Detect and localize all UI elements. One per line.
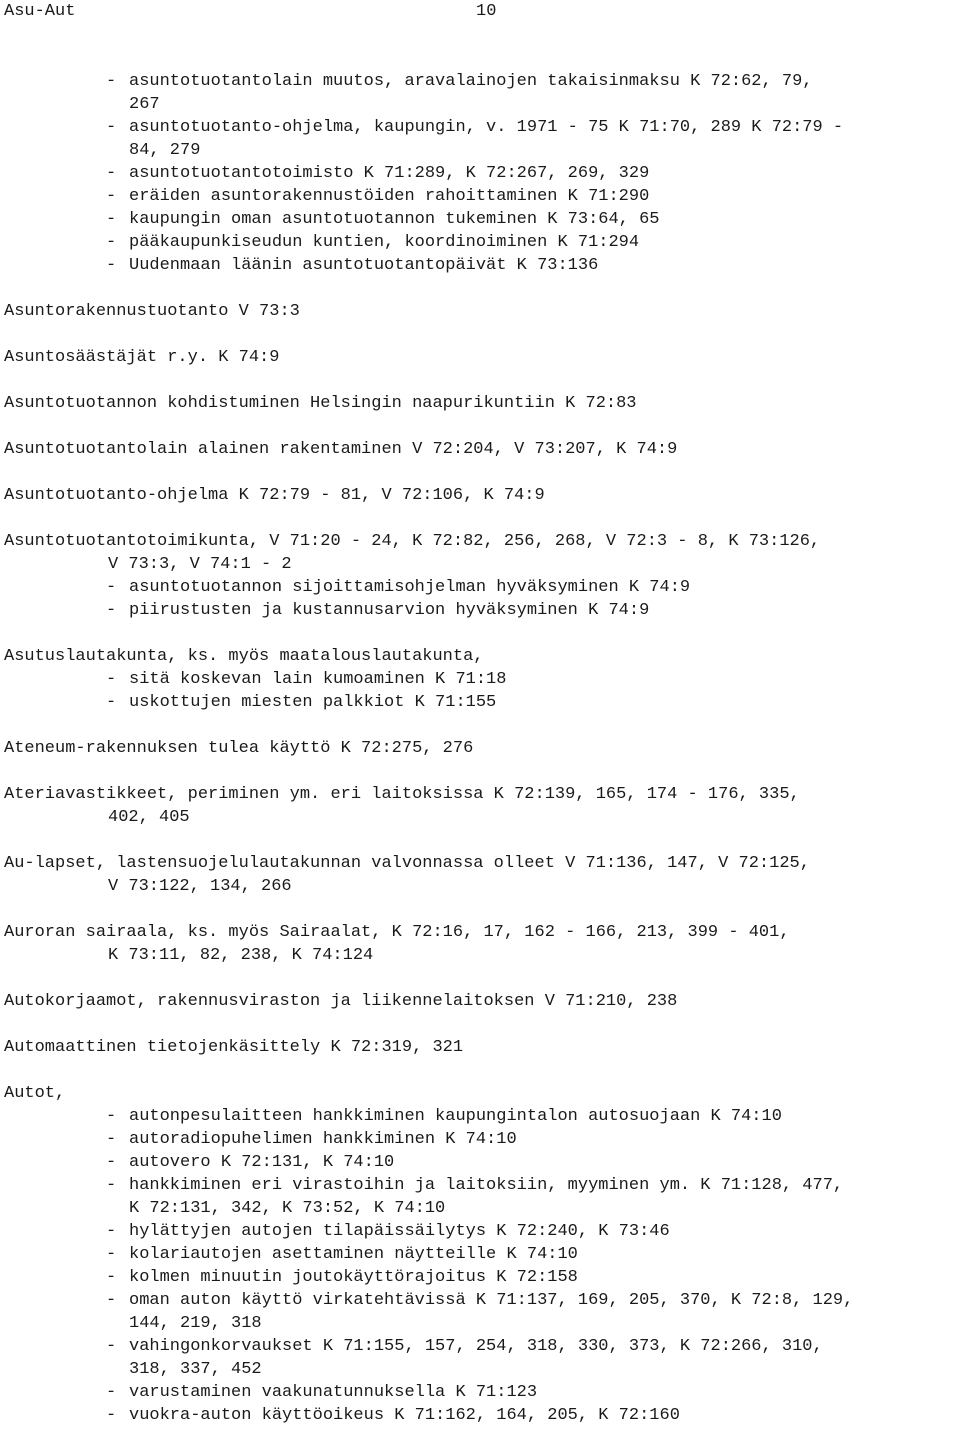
dash-marker: -	[106, 1383, 117, 1402]
dash-marker: -	[106, 1268, 117, 1287]
dash-marker: -	[106, 256, 117, 275]
entry-heading: Asuntosäästäjät r.y. K 74:9	[4, 348, 280, 367]
dash-marker: -	[106, 1176, 117, 1195]
entry-heading: Au-lapset, lastensuojelulautakunnan valvonnassa olleet V 71:136, 147, V 72:125,	[4, 854, 810, 873]
sub-entry	[4, 1243, 956, 1266]
sub-entry-text: asuntotuotanto-ohjelma, kaupungin, v. 1971 - 75 K 71:70, 289 K 72:79 -	[129, 118, 844, 137]
entry-heading: Auroran sairaala, ks. myös Sairaalat, K 72:16, 17, 162 - 166, 213, 399 - 401,	[4, 923, 790, 942]
index-entry	[4, 300, 956, 323]
sub-entry-text: sitä koskevan lain kumoaminen K 71:18	[129, 670, 507, 689]
entry-heading: Asuntotuotannon kohdistuminen Helsingin naapurikuntiin K 72:83	[4, 394, 637, 413]
dash-marker: -	[106, 1245, 117, 1264]
entry-heading: Asutuslautakunta, ks. myös maatalouslautakunta,	[4, 647, 484, 666]
sub-entry	[4, 599, 956, 622]
dash-marker: -	[106, 1107, 117, 1126]
dash-marker: -	[106, 693, 117, 712]
sub-entry-text: pääkaupunkiseudun kuntien, koordinoiminen K 71:294	[129, 233, 640, 252]
dash-marker: -	[106, 670, 117, 689]
sub-entry-text: autonpesulaitteen hankkiminen kaupungintalon autosuojaan K 74:10	[129, 1107, 782, 1126]
entry-heading: Asuntotuotantolain alainen rakentaminen V 72:204, V 73:207, K 74:9	[4, 440, 678, 459]
sub-entry-text: autoradiopuhelimen hankkiminen K 74:10	[129, 1130, 517, 1149]
dash-marker: -	[106, 1153, 117, 1172]
dash-marker: -	[106, 118, 117, 137]
sub-entry	[4, 254, 956, 277]
entry-heading: Asuntorakennustuotanto V 73:3	[4, 302, 300, 321]
index-entry	[4, 783, 956, 829]
dash-marker: -	[106, 1130, 117, 1149]
sub-entry-continuation: K 72:131, 342, K 73:52, K 74:10	[129, 1199, 446, 1218]
entry-continuation: V 73:122, 134, 266	[108, 877, 292, 896]
sub-entry-list	[4, 668, 956, 714]
index-entry	[4, 70, 956, 277]
dash-marker: -	[106, 601, 117, 620]
sub-entry-continuation: 84, 279	[129, 141, 201, 160]
sub-entry	[4, 668, 956, 691]
sub-entry	[4, 1381, 956, 1404]
sub-entry-text: piirustusten ja kustannusarvion hyväksyminen K 74:9	[129, 601, 650, 620]
sub-entry-text: Uudenmaan läänin asuntotuotantopäivät K 73:136	[129, 256, 599, 275]
sub-entry-text: autovero K 72:131, K 74:10	[129, 1153, 395, 1172]
sub-entry	[4, 162, 956, 185]
sub-entry	[4, 116, 956, 162]
sub-entry-text: kaupungin oman asuntotuotannon tukeminen K 73:64, 65	[129, 210, 660, 229]
index-entry	[4, 990, 956, 1013]
sub-entry-continuation: 318, 337, 452	[129, 1360, 262, 1379]
sub-entry	[4, 1404, 956, 1427]
entry-heading: Asuntotuotantotoimikunta, V 71:20 - 24, K 72:82, 256, 268, V 72:3 - 8, K 73:126,	[4, 532, 821, 551]
sub-entry-text: hylättyjen autojen tilapäissäilytys K 72:240, K 73:46	[129, 1222, 670, 1241]
sub-entry-list	[4, 1082, 956, 1427]
sub-entry-text: asuntotuotantolain muutos, aravalainojen takaisinmaksu K 72:62, 79,	[129, 72, 813, 91]
dash-marker: -	[106, 1406, 117, 1425]
sub-entry	[4, 576, 956, 599]
entry-heading: Asuntotuotanto-ohjelma K 72:79 - 81, V 72:106, K 74:9	[4, 486, 545, 505]
dash-marker: -	[106, 578, 117, 597]
index-entry	[4, 530, 956, 622]
sub-entry	[4, 208, 956, 231]
sub-entry-list	[4, 70, 956, 277]
sub-entry	[4, 1335, 956, 1381]
entry-heading: Autokorjaamot, rakennusviraston ja liikennelaitoksen V 71:210, 238	[4, 992, 678, 1011]
entry-heading: Ateriavastikkeet, periminen ym. eri laitoksissa K 72:139, 165, 174 - 176, 335,	[4, 785, 800, 804]
index-range: Asu-Aut	[4, 2, 76, 21]
index-entry	[4, 346, 956, 369]
index-entry	[4, 645, 956, 714]
dash-marker: -	[106, 1291, 117, 1310]
index-entry	[4, 484, 956, 507]
entry-continuation: V 73:3, V 74:1 - 2	[108, 555, 292, 574]
sub-entry-text: uskottujen miesten palkkiot K 71:155	[129, 693, 497, 712]
entry-continuation: K 73:11, 82, 238, K 74:124	[108, 946, 374, 965]
dash-marker: -	[106, 187, 117, 206]
sub-entry-continuation: 144, 219, 318	[129, 1314, 262, 1333]
sub-entry	[4, 1220, 956, 1243]
sub-entry	[4, 1174, 956, 1220]
sub-entry-text: kolariautojen asettaminen näytteille K 74:10	[129, 1245, 578, 1264]
dash-marker: -	[106, 164, 117, 183]
sub-entry-text: asuntotuotantotoimisto K 71:289, K 72:267, 269, 329	[129, 164, 650, 183]
index-entry	[4, 737, 956, 760]
dash-marker: -	[106, 1222, 117, 1241]
sub-entry-text: vuokra-auton käyttöoikeus K 71:162, 164, 205, K 72:160	[129, 1406, 680, 1425]
sub-entry-text: oman auton käyttö virkatehtävissä K 71:137, 169, 205, 370, K 72:8, 129,	[129, 1291, 854, 1310]
sub-entry-text: vahingonkorvaukset K 71:155, 157, 254, 318, 330, 373, K 72:266, 310,	[129, 1337, 823, 1356]
sub-entry-text: asuntotuotannon sijoittamisohjelman hyväksyminen K 74:9	[129, 578, 691, 597]
dash-marker: -	[106, 210, 117, 229]
sub-entry	[4, 1289, 956, 1335]
index-entry	[4, 1036, 956, 1059]
index-body	[4, 70, 956, 1427]
sub-entry-continuation: 267	[129, 95, 160, 114]
sub-entry	[4, 70, 956, 116]
sub-entry-text: hankkiminen eri virastoihin ja laitoksiin, myyminen ym. K 71:128, 477,	[129, 1176, 844, 1195]
sub-entry	[4, 1105, 956, 1128]
index-entry	[4, 392, 956, 415]
index-entry-autot	[4, 1082, 956, 1427]
sub-entry	[4, 231, 956, 254]
index-entry	[4, 921, 956, 967]
index-entry	[4, 852, 956, 898]
sub-entry	[4, 1151, 956, 1174]
dash-marker: -	[106, 72, 117, 91]
page-header	[4, 2, 960, 24]
sub-entry	[4, 1266, 956, 1289]
entry-heading: Ateneum-rakennuksen tulea käyttö K 72:275, 276	[4, 739, 474, 758]
sub-entry	[4, 1128, 956, 1151]
dash-marker: -	[106, 233, 117, 252]
sub-entry-list	[4, 576, 956, 622]
entry-heading: Autot,	[4, 1084, 66, 1103]
sub-entry-text: varustaminen vaakunatunnuksella K 71:123	[129, 1383, 538, 1402]
entry-heading: Automaattinen tietojenkäsittely K 72:319, 321	[4, 1038, 464, 1057]
sub-entry-text: eräiden asuntorakennustöiden rahoittaminen K 71:290	[129, 187, 650, 206]
entry-continuation: 402, 405	[108, 808, 190, 827]
index-entry	[4, 438, 956, 461]
sub-entry	[4, 691, 956, 714]
sub-entry-text: kolmen minuutin joutokäyttörajoitus K 72:158	[129, 1268, 578, 1287]
sub-entry	[4, 185, 956, 208]
page-number: 10	[476, 2, 497, 21]
dash-marker: -	[106, 1337, 117, 1356]
